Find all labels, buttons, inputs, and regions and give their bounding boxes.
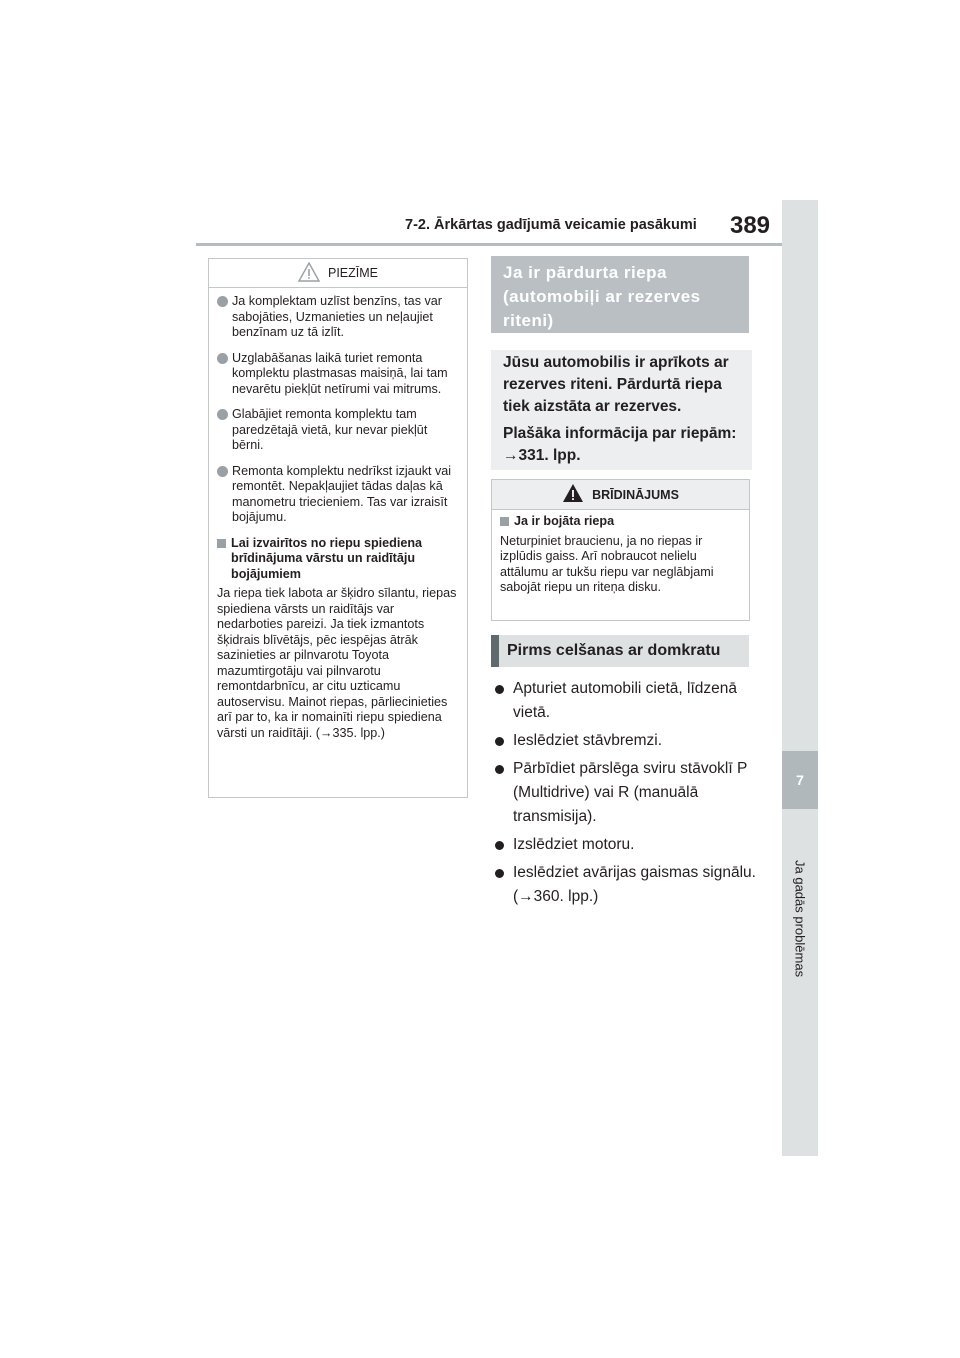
info-paragraph: Jūsu automobilis ir aprīkots ar rezerves riteni. Pārdurtā riepa tiek aizstāta ar rezerves.: [503, 354, 729, 415]
list-item: Ieslēdziet avārijas gaismas signālu. (→360. lpp.): [491, 861, 761, 909]
note-subheading: Lai izvairītos no riepu spiediena brīdinājuma vārstu un raidītāju bojājumiem: [217, 536, 459, 583]
bullet-dot-icon: [495, 737, 504, 746]
note-header: [209, 259, 467, 288]
caution-triangle-icon: [298, 262, 320, 285]
running-header: 7-2. Ārkārtas gadījumā veicamie pasākumi: [405, 217, 697, 233]
chapter-number: 7: [782, 751, 818, 809]
square-bullet-icon: [500, 517, 509, 526]
list-item: Ieslēdziet stāvbremzi.: [491, 729, 761, 753]
bullet-dot-icon: [217, 466, 228, 477]
note-bullet: Glabājiet remonta komplektu tam paredzētajā vietā, kur nevar piekļūt bērni.: [217, 407, 459, 454]
header-rule: [196, 243, 782, 246]
warning-header: [492, 480, 749, 510]
bullet-dot-icon: [217, 296, 228, 307]
bullet-dot-icon: [495, 869, 504, 878]
square-bullet-icon: [217, 539, 226, 548]
note-bullet: Ja komplektam uzlīst benzīns, tas var sabojāties, Uzmanieties un neļaujiet benzīnam uz tā izlīt.: [217, 294, 459, 341]
bullet-dot-icon: [495, 841, 504, 850]
bullet-dot-icon: [217, 409, 228, 420]
note-box: [208, 258, 468, 798]
warning-triangle-icon: [562, 483, 584, 506]
list-item: Apturiet automobili cietā, līdzenā vietā.: [491, 677, 761, 725]
info-box: [491, 350, 752, 470]
bullet-dot-icon: [495, 765, 504, 774]
section-title-before-jacking: Pirms celšanas ar domkratu: [491, 635, 749, 667]
page-number: 389: [729, 212, 771, 239]
info-paragraph: Plašāka informācija par riepām: →331. lpp.: [503, 425, 737, 464]
warning-title: BRĪDINĀJUMS: [592, 487, 679, 502]
steps-list: [491, 677, 761, 913]
chapter-label: Ja gadās problēmas: [792, 860, 808, 978]
bullet-dot-icon: [495, 685, 504, 694]
note-paragraph: Ja riepa tiek labota ar šķidro sīlantu, riepas spiediena vārsts un raidītājs var nedarboties pareizi. Ja tiek izmantots šķidrais blīvētājs, pēc iespējas ātrāk sazinieties ar pilnvarotu Toyota mazumtirgotāju vai pilnvarotu remontdarbnīcu, ar citu uzticamu autoservisu. Mainot riepas, pārliecinieties arī par to, ka ir nomainīti riepu spiediena vārsti un raidītāji. (→335. lpp.): [217, 586, 457, 740]
warning-subheading: Ja ir bojāta riepa: [500, 514, 741, 530]
warning-text: Neturpiniet braucienu, ja no riepas ir izplūdis gaiss. Arī nobraucot nelielu attālumu ar tukšu riepu var neglābjami sabojāt riepu un riteņa disku.: [500, 533, 714, 594]
bullet-dot-icon: [217, 353, 228, 364]
list-item: Pārbīdiet pārslēga sviru stāvoklī P (Multidrive) vai R (manuālā transmisija).: [491, 757, 761, 829]
chapter-side-tab: [782, 200, 818, 1156]
warning-box: [491, 479, 750, 621]
note-bullet: Uzglabāšanas laikā turiet remonta komplektu plastmasas maisiņā, lai tam nevarētu piekļūt netīrumi vai mitrums.: [217, 351, 459, 398]
note-bullet: Remonta komplektu nedrīkst izjaukt vai remontēt. Nepakļaujiet tādas daļas kā manometru triecieniem. Tas var izraisīt bojājumu.: [217, 464, 459, 526]
note-title: PIEZĪME: [327, 266, 378, 280]
list-item: Izslēdziet motoru.: [491, 833, 761, 857]
section-title-flat-tire: Ja ir pārdurta riepa (automobiļi ar rezerves riteni): [491, 256, 749, 333]
